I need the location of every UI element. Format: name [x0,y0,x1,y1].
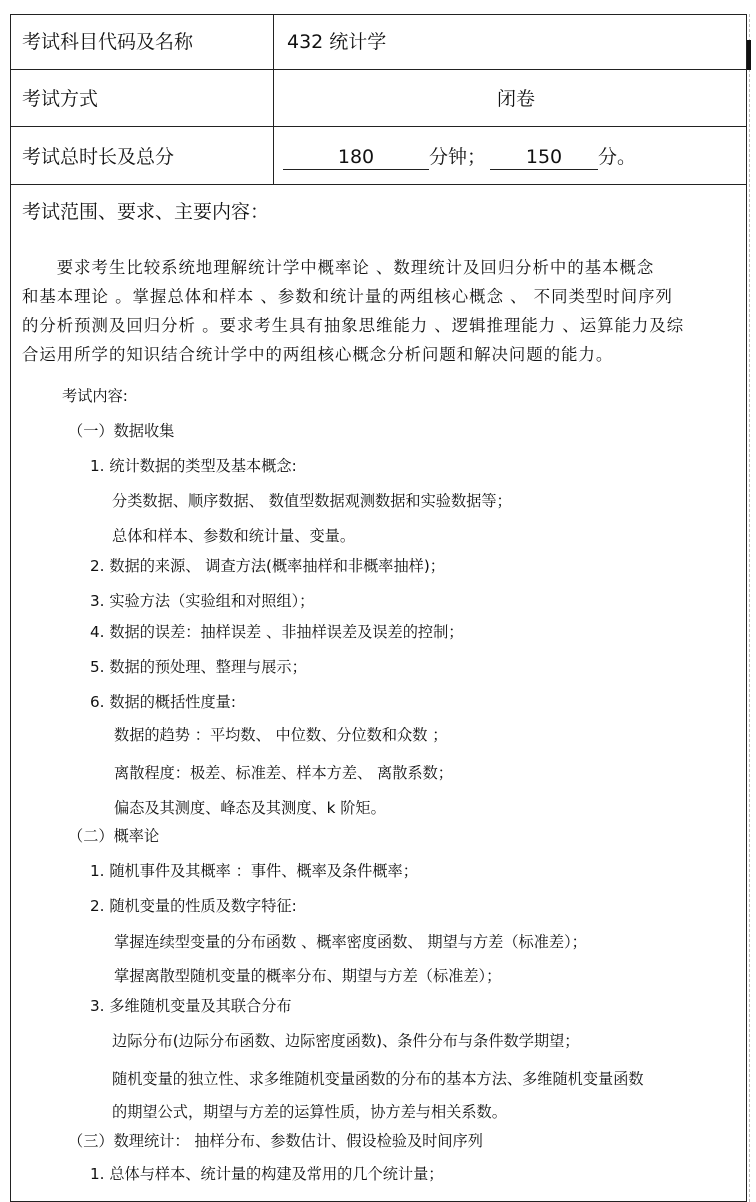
list-detail: 掌握连续型变量的分布函数 、概率密度函数、 期望与方差（标准差）； [114,933,587,951]
row-divider-1 [10,69,747,70]
list-detail [114,798,386,818]
list-item: 6. 数据的概括性度量: [90,693,236,711]
list-detail: 总体和样本、参数和统计量、变量。 [112,527,355,545]
duration-score-value [283,145,636,170]
list-item: 3. 多维随机变量及其联合分布 [90,997,292,1015]
list-detail: 掌握离散型随机变量的概率分布、期望与方差（标准差）； [114,967,502,985]
list-item: 1. 统计数据的类型及基本概念: [90,457,297,475]
list-item: 4. 数据的误差：抽样误差 、非抽样误差及误差的控制； [90,623,464,641]
duration-score-label: 考试总时长及总分 [22,146,175,168]
list-item: 2. 随机变量的性质及数字特征: [90,897,297,915]
list-item: 1. 随机事件及其概率 ：事件、概率及条件概率； [90,862,418,880]
list-item: 3. 实验方法（实验组和对照组）； [90,592,315,610]
subject-code-value: 432 统计学 [287,31,387,53]
list-detail: 边际分布(边际分布函数、边际密度函数)、条件分布与条件数学期望； [112,1032,580,1050]
exam-mode-value: 闭卷 [497,88,536,110]
scope-intro [22,253,736,369]
section-heading: （二）概率论 [68,827,160,845]
list-item: 2. 数据的来源、 调查方法(概率抽样和非概率抽样)； [90,557,445,575]
exam-mode-label: 考试方式 [22,88,99,110]
section-heading: （三）数理统计： 抽样分布、参数估计、假设检验及时间序列 [68,1132,483,1150]
list-detail: 分类数据、顺序数据、 数值型数据观测数据和实验数据等； [112,492,512,510]
row-divider-3 [10,184,747,185]
duration-value: 180 [283,145,429,170]
list-detail: 数据的趋势 ：平均数、 中位数、分位数和众数 ； [114,726,448,744]
list-detail: 随机变量的独立性、求多维随机变量函数的分布的基本方法、多维随机变量函数 [112,1070,644,1088]
right-margin-guide [749,14,750,1202]
scope-title: 考试范围、要求、主要内容： [22,201,270,223]
column-divider [273,14,274,184]
intro-line: 的分析预测及回归分析 。要求考生具有抽象思维能力 、逻辑推理能力 、运算能力及综 [22,316,685,335]
intro-line: 和基本理论 。掌握总体和样本 、参数和统计量的两组核心概念 、 不同类型时间序列 [22,287,673,306]
content-label: 考试内容: [62,387,128,405]
score-unit: 分。 [598,146,637,168]
score-value: 150 [490,145,598,170]
subject-code-label: 考试科目代码及名称 [22,31,194,53]
list-item: 1. 总体与样本、统计量的构建及常用的几个统计量； [90,1165,444,1183]
list-detail: 的期望公式，期望与方差的运算性质，协方差与相关系数。 [112,1103,507,1121]
list-detail: 离散程度：极差、标准差、样本方差、 离散系数； [114,764,453,782]
section-heading: （一）数据收集 [68,422,175,440]
row-divider-2 [10,126,747,127]
intro-line: 要求考生比较系统地理解统计学中概率论 、数理统计及回归分析中的基本概念 [22,258,655,277]
duration-unit: 分钟； [429,146,487,168]
right-edge-marker [747,40,751,70]
list-item: 5. 数据的预处理、整理与展示； [90,658,307,676]
intro-line: 合运用所学的知识结合统计学中的两组核心概念分析问题和解决问题的能力。 [22,345,614,364]
spellcheck-marked-text: 偏态及其测度、峰态及其测度、k 阶矩。 [114,799,386,817]
